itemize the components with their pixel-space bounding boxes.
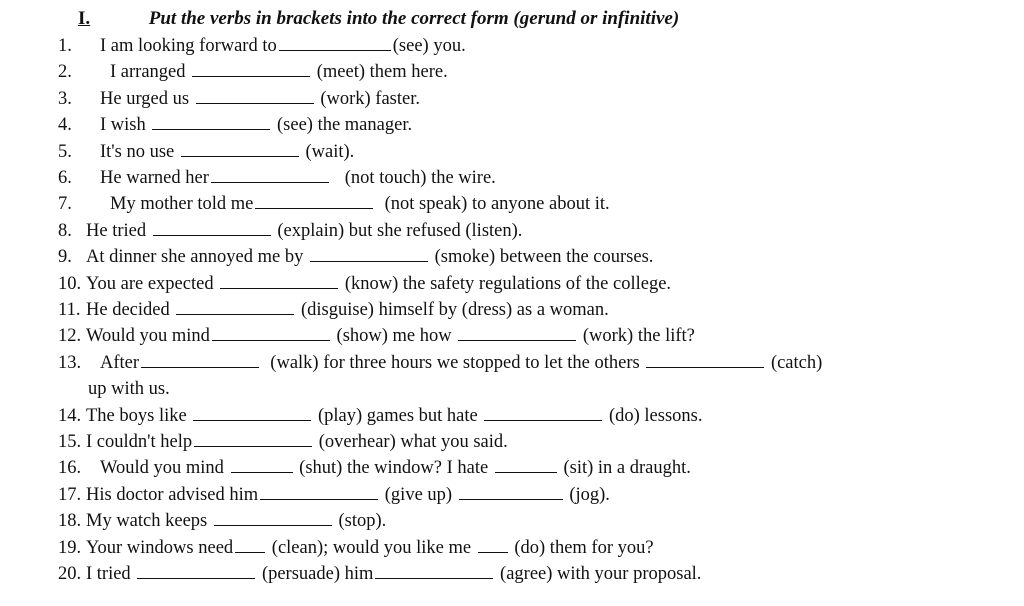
item-text — [86, 430, 508, 454]
sentence-text: My mother told me — [110, 194, 254, 215]
sentence-text: After — [100, 352, 140, 373]
sentence-text: (walk) for three hours we stopped to let the others — [261, 352, 645, 373]
answer-blank[interactable] — [194, 445, 312, 447]
item-number: 1. — [58, 36, 72, 56]
exercise-item-11 — [0, 298, 1024, 322]
sentence-text: He warned her — [100, 168, 209, 188]
sentence-text: He tried — [86, 220, 151, 241]
exercise-item-6 — [0, 166, 1024, 190]
sentence-text: (not touch) the wire. — [330, 168, 496, 188]
answer-blank[interactable] — [260, 498, 378, 500]
answer-blank[interactable] — [235, 551, 265, 553]
item-number: 5. — [58, 141, 72, 162]
answer-blank[interactable] — [279, 49, 391, 51]
sentence-text: (do) lessons. — [604, 405, 703, 426]
exercise-item-13 — [0, 351, 1024, 375]
answer-blank[interactable] — [310, 260, 428, 262]
exercise-heading — [78, 8, 679, 30]
answer-blank[interactable] — [458, 339, 576, 341]
item-text — [86, 272, 671, 296]
item-text — [100, 456, 691, 480]
item-text — [86, 483, 610, 507]
exercise-item-9 — [0, 245, 1024, 269]
sentence-text: (agree) with your proposal. — [495, 564, 702, 584]
exercise-item-3 — [0, 87, 1024, 111]
answer-blank[interactable] — [193, 419, 311, 421]
item-number: 9. — [58, 247, 72, 268]
answer-blank[interactable] — [211, 181, 329, 183]
item-text — [86, 536, 654, 560]
item-number: 10. — [58, 273, 82, 294]
item-text — [100, 140, 354, 164]
answer-blank[interactable] — [212, 339, 330, 341]
item-text — [100, 166, 496, 190]
item-text — [86, 509, 386, 533]
answer-blank[interactable] — [181, 155, 299, 157]
answer-blank[interactable] — [459, 498, 563, 500]
answer-blank[interactable] — [231, 471, 293, 473]
sentence-text: (do) them for you? — [509, 537, 654, 558]
answer-blank[interactable] — [478, 551, 508, 553]
item-text — [100, 351, 822, 375]
item-text — [86, 245, 653, 269]
sentence-text: It's no use — [100, 141, 179, 162]
exercise-item-7 — [0, 192, 1024, 216]
sentence-text: (see) the manager. — [272, 115, 413, 136]
sentence-text: (shut) the window? I hate — [294, 458, 493, 479]
item-number: 20. — [58, 564, 82, 584]
exercise-item-5 — [0, 140, 1024, 164]
item-number: 8. — [58, 220, 72, 241]
answer-blank[interactable] — [255, 207, 373, 209]
sentence-text: (smoke) between the courses. — [429, 247, 654, 268]
exercise-item-15 — [0, 430, 1024, 454]
exercise-item-2 — [0, 60, 1024, 84]
sentence-text: (explain) but she refused (listen). — [272, 220, 523, 241]
sentence-text: Would you mind — [100, 458, 229, 479]
sentence-text: I arranged — [110, 62, 191, 83]
sentence-text: He decided — [86, 300, 175, 320]
sentence-text: (jog). — [564, 484, 610, 505]
item-number: 16. — [58, 458, 82, 479]
answer-blank[interactable] — [176, 313, 294, 315]
item-number: 11. — [58, 300, 81, 320]
item-text — [110, 192, 610, 216]
item-number: 19. — [58, 537, 82, 558]
sentence-text: (catch) — [766, 352, 823, 373]
exercise-item-19 — [0, 536, 1024, 560]
answer-blank[interactable] — [196, 102, 314, 104]
sentence-text: (clean); would you like me — [267, 537, 476, 558]
answer-blank[interactable] — [484, 419, 602, 421]
sentence-text: (work) faster. — [315, 88, 420, 109]
item-number: 12. — [58, 326, 82, 347]
exercise-item-1 — [0, 34, 1024, 58]
sentence-text: (not speak) to anyone about it. — [375, 194, 610, 215]
item-text — [86, 404, 703, 428]
answer-blank[interactable] — [137, 577, 255, 579]
exercise-item-12 — [0, 324, 1024, 348]
item-number: 4. — [58, 115, 72, 136]
sentence-text: (see) you. — [392, 36, 466, 56]
item-number: 17. — [58, 484, 82, 505]
sentence-text: At dinner she annoyed me by — [86, 247, 308, 268]
item-text — [86, 324, 695, 348]
sentence-text: (show) me how — [331, 326, 457, 347]
answer-blank[interactable] — [495, 471, 557, 473]
item-text — [100, 87, 420, 111]
item-text — [86, 219, 522, 243]
sentence-text: You are expected — [86, 273, 219, 294]
item-number: 15. — [58, 432, 82, 452]
item-text — [86, 298, 609, 322]
item-text — [100, 113, 412, 137]
exercise-number: I. — [78, 8, 91, 29]
exercise-item-continuation — [0, 377, 1024, 401]
item-text — [88, 377, 170, 401]
sentence-text: (wait). — [300, 141, 355, 162]
answer-blank[interactable] — [214, 524, 332, 526]
item-text — [110, 60, 448, 84]
exercise-item-16 — [0, 456, 1024, 480]
answer-blank[interactable] — [192, 75, 310, 77]
sentence-text: (play) games but hate — [313, 405, 483, 426]
answer-blank[interactable] — [152, 128, 270, 130]
sentence-text: (know) the safety regulations of the college. — [340, 273, 672, 294]
exercise-item-4 — [0, 113, 1024, 137]
sentence-text: (give up) — [380, 484, 457, 505]
sentence-text: (overhear) what you said. — [314, 432, 508, 452]
item-number: 6. — [58, 168, 72, 188]
exercise-item-10 — [0, 272, 1024, 296]
exercise-item-17 — [0, 483, 1024, 507]
sentence-text: (sit) in a draught. — [558, 458, 691, 479]
sentence-text: I wish — [100, 115, 151, 136]
sentence-text: (work) the lift? — [578, 326, 695, 347]
sentence-text: (disguise) himself by (dress) as a woman. — [296, 300, 609, 320]
item-text — [100, 34, 466, 58]
item-number: 7. — [58, 194, 72, 215]
sentence-text: Your windows need — [86, 537, 234, 558]
item-number: 2. — [58, 62, 72, 83]
exercise-instruction: Put the verbs in brackets into the correct form (gerund or infinitive) — [148, 8, 680, 29]
item-number: 3. — [58, 88, 72, 109]
sentence-text: (meet) them here. — [312, 62, 448, 83]
item-number: 14. — [58, 405, 82, 426]
sentence-text: I tried — [86, 564, 136, 584]
sentence-text: He urged us — [100, 88, 194, 109]
sentence-text: I couldn't help — [86, 432, 193, 452]
answer-blank[interactable] — [141, 366, 259, 368]
sentence-text: (persuade) him — [257, 564, 374, 584]
answer-blank[interactable] — [220, 287, 338, 289]
exercise-item-8 — [0, 219, 1024, 243]
answer-blank[interactable] — [646, 366, 764, 368]
exercise-item-20 — [0, 562, 1024, 586]
sentence-text: The boys like — [86, 405, 192, 426]
sentence-text: I am looking forward to — [100, 36, 277, 56]
sentence-text: (stop). — [333, 511, 387, 532]
exercise-item-14 — [0, 404, 1024, 428]
item-number: 13. — [58, 352, 82, 373]
sentence-text: His doctor advised him — [86, 484, 259, 505]
sentence-text: My watch keeps — [86, 511, 212, 532]
answer-blank[interactable] — [153, 234, 271, 236]
exercise-item-18 — [0, 509, 1024, 533]
item-text — [86, 562, 701, 586]
sentence-text: Would you mind — [86, 326, 210, 347]
answer-blank[interactable] — [375, 577, 493, 579]
item-number: 18. — [58, 511, 82, 532]
sentence-text: up with us. — [88, 379, 170, 400]
